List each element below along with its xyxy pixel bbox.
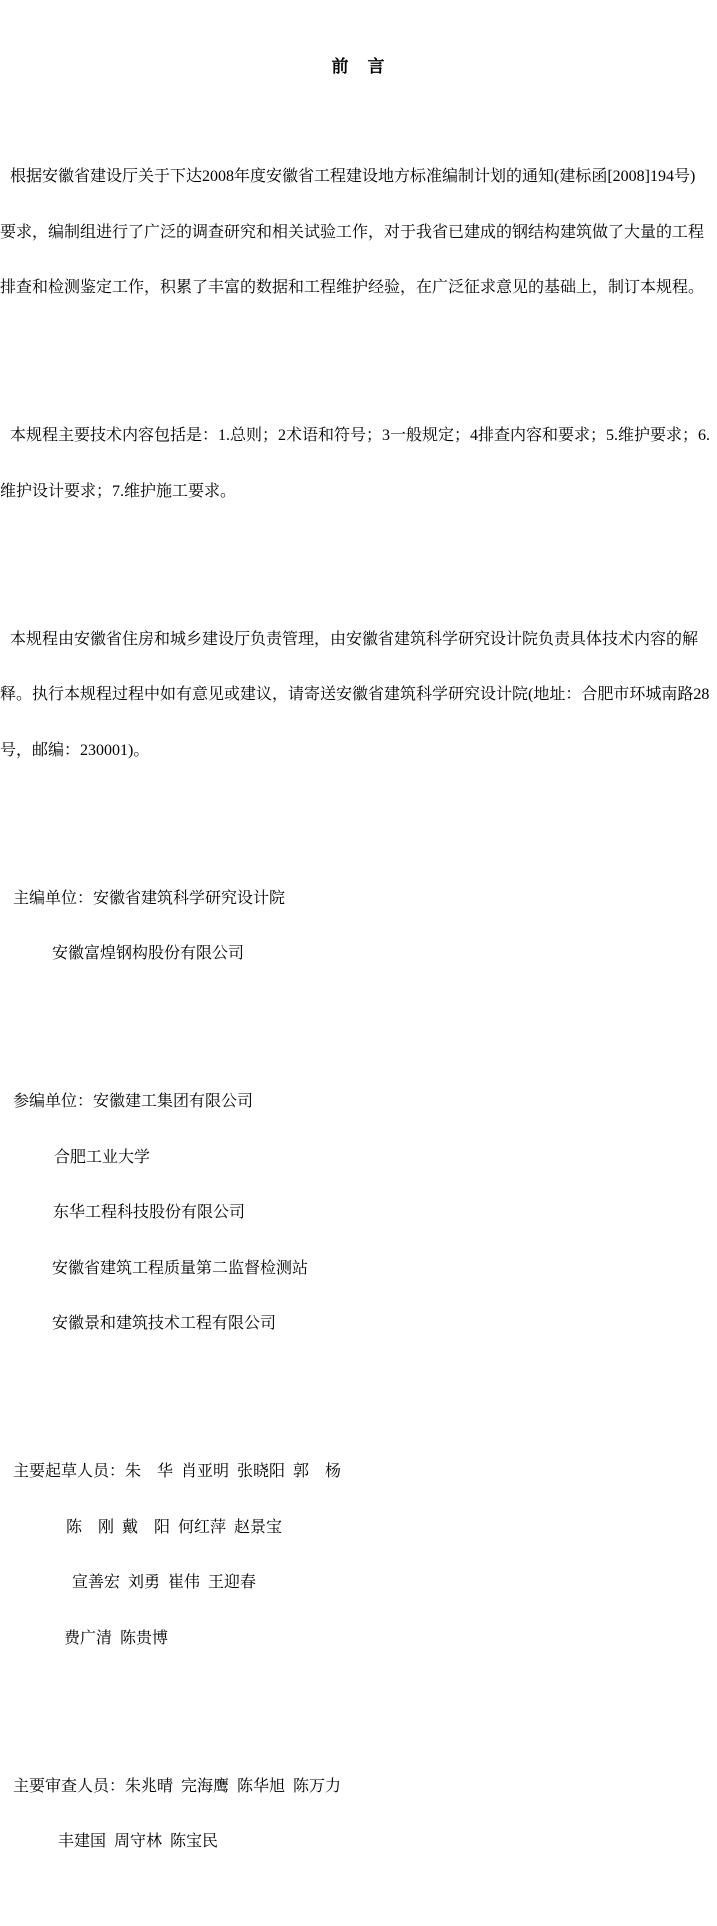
reviewers-section <box>0 1741 717 1889</box>
participating-units-line-4: 安徽省建筑工程质量第二监督检测站 <box>52 1259 309 1277</box>
paragraph-contents-line-1: 本规程主要技术内容包括是：1.总则；2术语和符号；3一般规定；4排查内容和要求；5.维护要求；6. <box>10 427 711 444</box>
drafters-line-2: 陈 刚 戴 阳 何红萍 赵景宝 <box>66 1518 283 1536</box>
participating-units-line-3: 东华工程科技股份有限公司 <box>53 1204 246 1221</box>
chief-editor-unit-section <box>0 853 717 1001</box>
paragraph-management-line-3: 号，邮编：230001)。 <box>0 741 150 759</box>
drafters-line-4: 费广清 陈贵博 <box>64 1629 169 1647</box>
paragraph-management-line-1: 本规程由安徽省住房和城乡建设厅负责管理，由安徽省建筑科学研究设计院负责具体技术内容的解 <box>10 630 699 648</box>
participating-units-line-5: 安徽景和建筑技术工程有限公司 <box>52 1315 277 1332</box>
paragraph-management-line-2: 释。执行本规程过程中如有意见或建议，请寄送安徽省建筑科学研究设计院(地址：合肥市环城南路28 <box>0 686 710 703</box>
paragraph-contents-line-2: 维护设计要求；7.维护施工要求。 <box>0 482 237 500</box>
participating-units-line-1: 参编单位：安徽建工集团有限公司 <box>13 1093 254 1110</box>
paragraph-notice-line-3: 排查和检测鉴定工作，积累了丰富的数据和工程维护经验，在广泛征求意见的基础上，制订本规程。 <box>0 279 705 296</box>
foreword-paragraph-management <box>0 594 717 798</box>
paragraph-notice-line-1: 根据安徽省建设厅关于下达2008年度安徽省工程建设地方标准编制计划的通知(建标函[2008]194号) <box>10 168 696 185</box>
participating-units-line-2: 合肥工业大学 <box>54 1148 151 1166</box>
reviewers-line-2: 丰建国 周守林 陈宝民 <box>58 1833 219 1850</box>
reviewers-line-1: 主要审查人员：朱兆晴 完海鹰 陈华旭 陈万力 <box>13 1777 342 1795</box>
chief-editor-unit-line-2: 安徽富煌钢构股份有限公司 <box>52 945 245 962</box>
document-title: 前 言 <box>331 56 386 76</box>
foreword-paragraph-contents <box>0 390 717 538</box>
foreword-paragraph-notice <box>0 131 717 335</box>
participating-units-section <box>0 1056 717 1371</box>
drafters-line-3: 宣善宏 刘勇 崔伟 王迎春 <box>72 1574 257 1591</box>
chief-editor-unit-line-1: 主编单位：安徽省建筑科学研究设计院 <box>13 889 286 907</box>
drafters-line-1: 主要起草人员：朱 华 肖亚明 张晓阳 郭 杨 <box>13 1463 342 1480</box>
drafters-section <box>0 1426 717 1685</box>
paragraph-notice-line-2: 要求，编制组进行了广泛的调查研究和相关试验工作，对于我省已建成的钢结构建筑做了大量的工程 <box>0 223 705 241</box>
